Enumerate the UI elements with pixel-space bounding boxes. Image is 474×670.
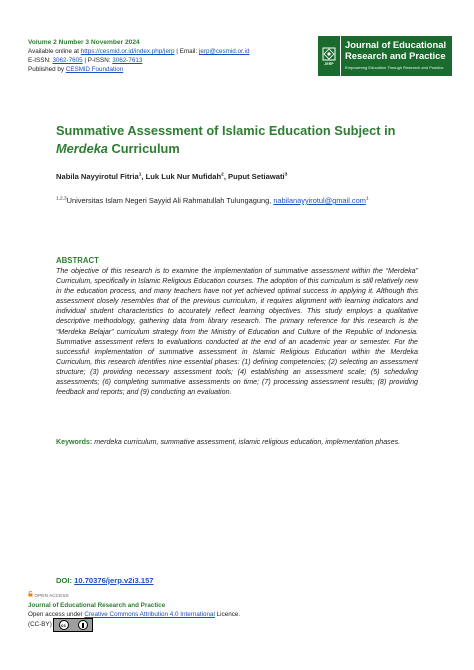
open-access-label: OPEN ACCESS — [34, 594, 69, 599]
abstract-text: The objective of this research is to examine the implementation of summative assessment within the “Merdeka” Curriculum, specifically in Islamic Religious Education courses. The adoption of this curriculum is still relatively new in the education process, and many teachers have not yet achieved optimal success in applying it. Although this assessment closely resembles that of the previous curriculum, it requires alignment with learning indicators and individual student characteristics to accurately reflect learning objectives. This study employs a qualitative descriptive methodology, gathering data from library research. The primary reference for this research is the “Merdeka Belajar” curriculum strategy from the Ministry of Education and Culture of the Republic of Indonesia. Summative assessment refers to evaluations conducted at the end of an academic year or semester. For the successful implementation of summative assessment in Islamic Religious Education within the Merdeka Curriculum, this research identifies nine essential phases: (1) defining competencies; (2) selecting an assessment structure; (3) providing necessary assessment tools; (4) establishing an assessment scale; (5) scheduling assessments; (6) completing summative assessments on time; (7) processing assessment results; (8) providing feedback and reports; and (9) conducting an evaluation. — [56, 267, 418, 397]
issn-line: E-ISSN: 3062-7605 | P-ISSN: 3062-7613 — [28, 57, 143, 64]
journal-emblem-icon — [322, 47, 336, 61]
open-access-lock-icon — [28, 591, 33, 597]
doi-link[interactable]: 10.70376/jerp.v2i3.157 — [74, 576, 154, 585]
logo-tagline: Empowering Education Through Research and Practice — [345, 65, 444, 70]
author-name: Nabila Nayyirotul Fitria — [56, 172, 139, 181]
journal-emblem-badge — [318, 36, 340, 76]
availability-line: Available online at https://cesmid.or.id/index.php/jerp | Email: jerp@cesmid.or.id — [28, 48, 250, 55]
license-link[interactable]: Creative Commons Attribution 4.0 International — [84, 611, 215, 619]
cc-tag: (CC-BY) — [28, 620, 52, 628]
cc-by-icon[interactable] — [53, 618, 93, 632]
journal-email-link[interactable]: jerp@cesmid.or.id — [198, 48, 250, 55]
logo-line-1: Journal of Educational — [345, 39, 447, 50]
logo-line-2: Research and Practice — [345, 50, 446, 61]
journal-url-link[interactable]: https://cesmid.or.id/index.php/jerp — [80, 48, 175, 55]
pissn-link[interactable]: 3062-7613 — [112, 57, 143, 64]
article-title: Summative Assessment of Islamic Education Subject in Merdeka Curriculum — [56, 123, 396, 156]
attribution-person-icon — [78, 620, 88, 630]
author-affiliation: $^{1,2,3}$Universitas Islam Negeri Sayyid Ali Rahmatullah Tulungagung, nabilanayyirotul@gmail.com$^1$ — [56, 196, 369, 205]
keywords — [56, 437, 418, 447]
keywords-label: Keywords: — [56, 438, 93, 446]
open-access-line — [28, 591, 240, 601]
journal-header — [28, 38, 249, 74]
footer-journal-name: Journal of Educational Research and Practice — [28, 602, 166, 610]
eissn-link[interactable]: 3062-7605 — [52, 57, 83, 64]
license-line: Open access under Creative Commons Attribution 4.0 International Licence. — [28, 611, 241, 619]
author-name: Luk Luk Nur Mufidah — [145, 172, 222, 181]
abstract-heading: ABSTRACT — [56, 256, 99, 265]
author-list: Nabila Nayyirotul Fitria$^1$, Luk Luk Nur Mufidah$^2$, Puput Setiawati$^3$ — [56, 172, 288, 181]
author-name: Puput Setiawati — [228, 172, 285, 181]
journal-logo — [318, 36, 452, 76]
journal-name-panel — [341, 36, 452, 76]
publisher-line: Published by CESMiD Foundation — [28, 66, 124, 73]
keywords-text: merdeka curriculum, summative assessment, islamic religious education, implementation phases. — [92, 438, 401, 446]
author-email-link[interactable]: nabilanayyirotul@gmail.com — [273, 196, 366, 205]
doi-line: DOI: 10.70376/jerp.v2i3.157 — [56, 576, 154, 585]
logo-abbreviation: JERP — [324, 61, 334, 66]
cc-symbol: cc — [59, 620, 69, 630]
publisher-link[interactable]: CESMiD Foundation — [65, 66, 124, 73]
volume-info: Volume 2 Number 3 November 2024 — [28, 39, 140, 46]
